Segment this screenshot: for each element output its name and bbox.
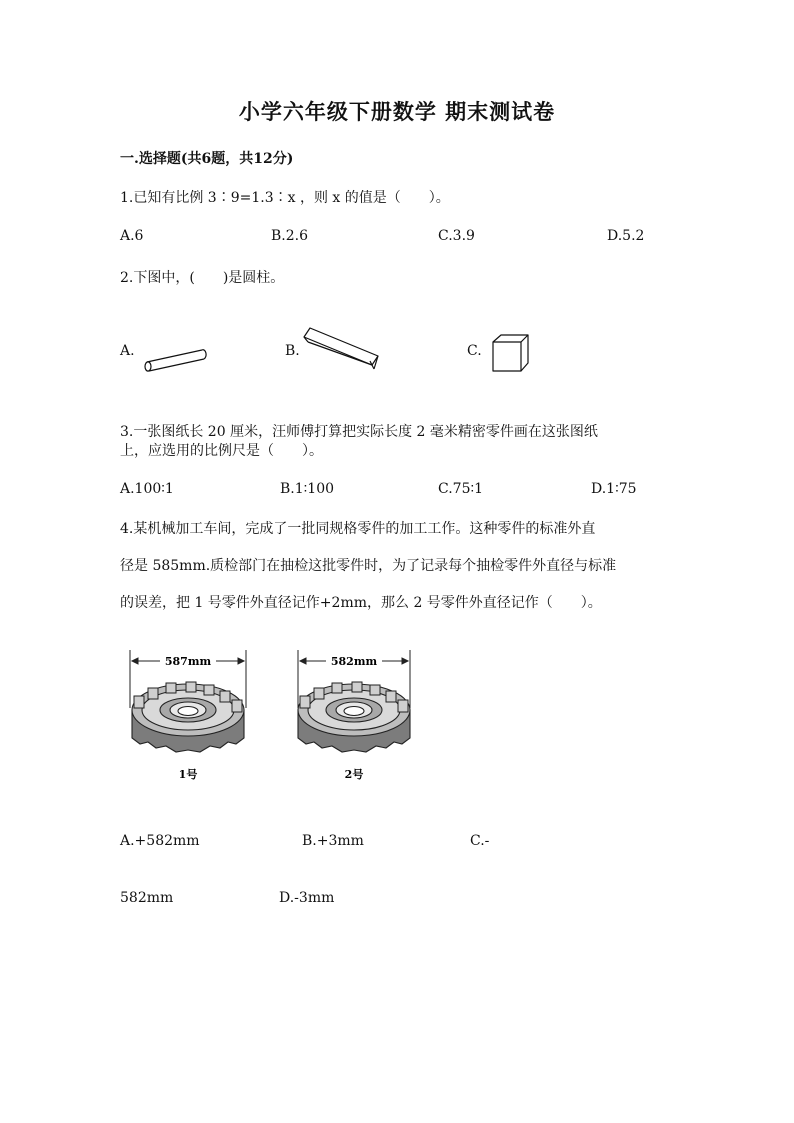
question-2-stem: 2.下图中，( )是圆柱。 <box>120 270 285 286</box>
gear-1-figure <box>124 648 250 786</box>
question-3-stem-line-2: 上，应选用的比例尺是（ ）。 <box>120 443 323 459</box>
q1-option-a[interactable]: A.6 <box>120 228 144 244</box>
section-heading: 一.选择题(共6题，共12分) <box>120 151 294 167</box>
gear-1-label: 1号 <box>178 768 198 781</box>
q4-option-d[interactable]: D.-3mm <box>279 890 335 906</box>
q1-option-c[interactable]: C.3.9 <box>438 228 475 244</box>
q4-option-b[interactable]: B.+3mm <box>302 833 364 849</box>
question-3-stem-line-1: 3.一张图纸长 20 厘米，汪师傅打算把实际长度 2 毫米精密零件画在这张图纸 <box>120 424 598 440</box>
cube-figure <box>490 332 532 374</box>
gear-1-dimension: 587mm <box>164 655 212 668</box>
cylinder-figure <box>140 345 210 375</box>
question-4-stem-line-1: 4.某机械加工车间，完成了一批同规格零件的加工工作。这种零件的标准外直 <box>120 521 596 537</box>
question-4-stem-line-3: 的误差，把 1 号零件外直径记作+2mm，那么 2 号零件外直径记作（ ）。 <box>120 595 602 611</box>
question-4-stem-line-2: 径是 585mm.质检部门在抽检这批零件时，为了记录每个抽检零件外直径与标准 <box>120 558 617 574</box>
q3-option-a[interactable]: A.100∶1 <box>120 481 174 497</box>
q1-option-b[interactable]: B.2.6 <box>271 228 309 244</box>
page-title: 小学六年级下册数学 期末测试卷 <box>238 99 556 124</box>
question-1-stem: 1.已知有比例 3∶9=1.3∶x ，则 x 的值是（ ）。 <box>120 190 450 206</box>
q4-option-c[interactable]: C.- <box>470 833 490 849</box>
q3-option-c[interactable]: C.75∶1 <box>438 481 484 497</box>
gear-2-label: 2号 <box>344 768 364 781</box>
q4-option-c-continued: 582mm <box>120 890 174 906</box>
prism-figure <box>300 325 382 371</box>
q4-option-a[interactable]: A.+582mm <box>120 833 200 849</box>
q1-option-d[interactable]: D.5.2 <box>607 228 645 244</box>
gear-2-dimension: 582mm <box>330 655 378 668</box>
q2-option-b[interactable]: B. <box>285 343 300 359</box>
q2-option-c[interactable]: C. <box>467 343 482 359</box>
gear-2-figure <box>292 648 418 786</box>
q3-option-d[interactable]: D.1∶75 <box>591 481 637 497</box>
q3-option-b[interactable]: B.1∶100 <box>280 481 335 497</box>
q2-option-a[interactable]: A. <box>120 343 135 359</box>
